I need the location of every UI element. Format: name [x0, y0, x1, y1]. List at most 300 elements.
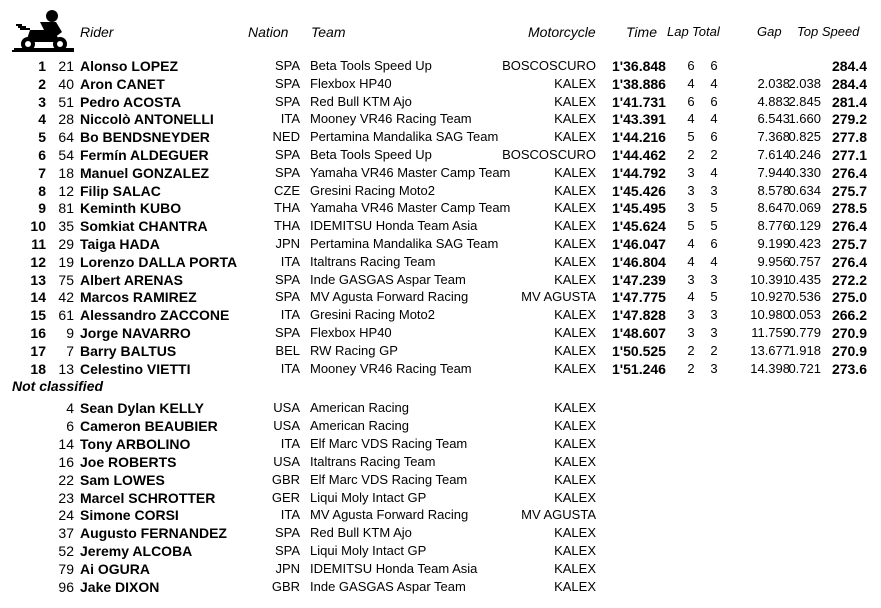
table-row — [0, 199, 881, 217]
best-time: 1'45.624 — [612, 218, 666, 235]
rider-name: Sam LOWES — [80, 471, 165, 488]
total-laps: 4 — [710, 111, 718, 127]
team-name: Gresini Racing Moto2 — [310, 182, 435, 198]
top-speed: 275.7 — [831, 182, 867, 199]
best-lap: 5 — [687, 218, 695, 234]
rider-number: 12 — [58, 182, 74, 199]
best-time: 1'36.848 — [612, 58, 666, 74]
rider-number: 61 — [58, 307, 74, 324]
team-name: MV Agusta Forward Racing — [310, 507, 469, 523]
gap-previous: 2.038 — [788, 75, 821, 91]
team-name: Red Bull KTM Ajo — [310, 93, 412, 109]
rider-number: 14 — [58, 435, 74, 452]
rider-number: 4 — [66, 400, 74, 416]
gap-previous: 0.536 — [788, 289, 821, 305]
rider-number: 51 — [58, 93, 74, 110]
position: 8 — [38, 182, 46, 199]
position: 11 — [31, 236, 46, 252]
nation: CZE — [274, 182, 300, 198]
nation: USA — [273, 453, 300, 469]
gap-previous: 0.721 — [788, 360, 821, 376]
table-row — [0, 253, 881, 271]
rider-number: 19 — [58, 253, 74, 270]
gap-first: 11.759 — [751, 325, 790, 340]
table-row — [0, 417, 881, 435]
rider-number: 9 — [66, 325, 74, 341]
team-name: Pertamina Mandalika SAG Team — [310, 236, 499, 251]
gap-first: 7.614 — [757, 147, 790, 162]
motorcycle: BOSCOSCURO — [502, 58, 596, 73]
nation: SPA — [274, 147, 300, 162]
team-name: Italtrans Racing Team — [310, 253, 436, 269]
gap-previous: 1.660 — [788, 111, 821, 127]
team-name: Mooney VR46 Racing Team — [310, 360, 472, 376]
best-lap: 4 — [687, 111, 695, 127]
motorcycle: KALEX — [554, 93, 596, 109]
nation: GBR — [271, 471, 300, 487]
position: 16 — [30, 325, 46, 341]
table-row — [0, 75, 881, 93]
table-row — [0, 506, 881, 524]
nation: ITA — [280, 307, 300, 323]
gap-first: 13.677 — [750, 342, 790, 358]
gap-first: 10.927 — [750, 289, 790, 305]
position: 5 — [38, 129, 46, 146]
position: 2 — [38, 75, 46, 92]
motorcycle: KALEX — [554, 271, 596, 287]
team-name: Gresini Racing Moto2 — [310, 307, 435, 323]
rider-name: Somkiat CHANTRA — [80, 218, 208, 235]
rider-number: 54 — [58, 147, 74, 163]
rider-name: Alonso LOPEZ — [80, 58, 178, 74]
nation: SPA — [274, 164, 300, 180]
header-nation: Nation — [248, 24, 289, 40]
team-name: Inde GASGAS Aspar Team — [310, 271, 466, 287]
table-row — [0, 164, 881, 182]
rider-name: Celestino VIETTI — [80, 360, 191, 377]
best-lap: 3 — [687, 182, 695, 198]
table-row — [0, 217, 881, 235]
top-speed: 284.4 — [831, 58, 867, 74]
gap-first: 8.647 — [757, 200, 790, 216]
gap-previous: 0.246 — [788, 147, 821, 162]
nation: SPA — [274, 75, 300, 91]
gap-previous: 0.634 — [788, 182, 821, 198]
best-time: 1'47.239 — [612, 271, 666, 288]
rider-number: 18 — [58, 164, 74, 181]
nation: SPA — [274, 525, 300, 541]
gap-previous: 0.757 — [788, 253, 821, 269]
best-time: 1'51.246 — [612, 360, 666, 377]
motorcycle: KALEX — [554, 579, 596, 594]
rider-number: 40 — [58, 75, 74, 92]
team-name: Yamaha VR46 Master Camp Team — [310, 164, 511, 180]
nation: THA — [274, 200, 300, 216]
motorcycle: KALEX — [554, 435, 596, 451]
rider-name: Niccolò ANTONELLI — [80, 111, 214, 128]
best-time: 1'43.391 — [612, 111, 666, 128]
best-time: 1'45.495 — [612, 200, 666, 217]
top-speed: 266.2 — [831, 307, 867, 324]
gap-first: 7.368 — [757, 129, 790, 145]
top-speed: 278.5 — [831, 200, 867, 217]
gap-first: 8.776 — [757, 218, 790, 234]
best-time: 1'45.426 — [612, 182, 666, 199]
team-name: Inde GASGAS Aspar Team — [310, 579, 466, 594]
position: 14 — [30, 289, 46, 306]
motorcycle: KALEX — [554, 182, 596, 198]
top-speed: 284.4 — [831, 75, 867, 92]
team-name: Yamaha VR46 Master Camp Team — [310, 200, 511, 216]
motorcycle: KALEX — [554, 164, 596, 180]
total-laps: 3 — [710, 271, 718, 287]
table-row — [0, 235, 881, 253]
table-row — [0, 435, 881, 453]
nation: SPA — [274, 271, 300, 287]
header-gap: Gap — [757, 24, 782, 39]
gap-previous: 0.825 — [788, 129, 821, 145]
header-team: Team — [311, 24, 346, 40]
gap-first: 8.578 — [757, 182, 790, 198]
nation: SPA — [274, 325, 300, 340]
motorcycle: KALEX — [554, 561, 596, 577]
rider-name: Jake DIXON — [80, 579, 160, 595]
rider-name: Lorenzo DALLA PORTA — [80, 253, 238, 270]
team-name: Beta Tools Speed Up — [310, 147, 432, 162]
rider-number: 42 — [58, 289, 74, 306]
nation: USA — [273, 400, 300, 415]
rider-name: Jorge NAVARRO — [80, 325, 191, 341]
position: 6 — [38, 147, 46, 163]
table-row — [0, 560, 881, 578]
best-lap: 6 — [687, 58, 695, 73]
team-name: Mooney VR46 Racing Team — [310, 111, 472, 127]
header-motorcycle: Motorcycle — [528, 24, 596, 40]
best-lap: 3 — [687, 271, 695, 287]
position: 10 — [30, 218, 46, 235]
top-speed: 275.7 — [831, 236, 867, 252]
position: 17 — [30, 342, 46, 359]
motorcycle: KALEX — [554, 236, 596, 251]
table-row — [0, 306, 881, 324]
best-lap: 5 — [687, 129, 695, 145]
motorcycle: KALEX — [554, 471, 596, 487]
gap-first: 7.944 — [757, 164, 790, 180]
table-row — [0, 342, 881, 360]
table-row — [0, 399, 881, 417]
top-speed: 272.2 — [831, 271, 867, 288]
not-classified-label: Not classified — [12, 378, 104, 394]
best-lap: 3 — [687, 200, 695, 216]
total-laps: 6 — [710, 58, 718, 73]
team-name: Elf Marc VDS Racing Team — [310, 435, 468, 451]
table-row — [0, 489, 881, 507]
gap-previous: 0.435 — [788, 271, 821, 287]
rider-name: Keminth KUBO — [80, 200, 182, 217]
motorcycle: KALEX — [554, 307, 596, 323]
gap-previous: 0.129 — [788, 218, 821, 234]
best-time: 1'48.607 — [612, 325, 666, 341]
total-laps: 2 — [710, 342, 718, 358]
rider-name: Jeremy ALCOBA — [80, 543, 193, 560]
gap-previous: 1.918 — [788, 342, 821, 358]
gap-first: 9.956 — [757, 253, 790, 269]
team-name: American Racing — [310, 417, 409, 433]
rider-number: 7 — [66, 342, 74, 359]
table-row — [0, 324, 881, 342]
rider-name: Fermín ALDEGUER — [80, 147, 209, 163]
table-row — [0, 578, 881, 596]
header-rider: Rider — [80, 24, 114, 40]
nation: ITA — [280, 111, 300, 127]
motorcycle: KALEX — [554, 400, 596, 415]
table-row — [0, 271, 881, 289]
best-lap: 2 — [687, 147, 695, 162]
gap-previous: 0.069 — [788, 200, 821, 216]
motorcycle: KALEX — [554, 360, 596, 376]
rider-number: 64 — [58, 129, 74, 146]
nation: BEL — [275, 342, 300, 358]
nation: USA — [273, 417, 300, 433]
motorcycle: KALEX — [554, 453, 596, 469]
team-name: RW Racing GP — [310, 342, 398, 358]
total-laps: 3 — [710, 325, 718, 340]
rider-number: 28 — [58, 111, 74, 128]
rider-number: 21 — [58, 58, 74, 74]
position: 1 — [38, 58, 46, 74]
rider-number: 81 — [58, 200, 74, 217]
rider-number: 13 — [58, 360, 74, 377]
table-row — [0, 128, 881, 146]
nation: SPA — [274, 289, 300, 305]
rider-number: 79 — [58, 561, 74, 578]
motorcycle: KALEX — [554, 342, 596, 358]
motorcycle: KALEX — [554, 325, 596, 340]
total-laps: 6 — [710, 129, 718, 145]
best-time: 1'46.047 — [612, 236, 666, 252]
table-row — [0, 182, 881, 200]
nation: ITA — [280, 435, 300, 451]
gap-previous: 0.779 — [788, 325, 821, 340]
rider-name: Aron CANET — [80, 75, 165, 92]
nation: GER — [271, 489, 300, 505]
nation: JPN — [275, 561, 300, 577]
motorcycle: KALEX — [554, 417, 596, 433]
best-lap: 4 — [687, 289, 695, 305]
best-time: 1'47.775 — [612, 289, 666, 306]
total-laps: 4 — [710, 75, 718, 91]
rider-number: 6 — [66, 417, 74, 434]
rider-name: Marcos RAMIREZ — [80, 289, 197, 306]
total-laps: 6 — [710, 93, 718, 109]
top-speed: 270.9 — [831, 325, 867, 341]
table-row — [0, 146, 881, 164]
gap-first: 6.543 — [757, 111, 790, 127]
table-row — [0, 57, 881, 75]
rider-number: 23 — [58, 489, 74, 506]
motorcycle: MV AGUSTA — [521, 507, 596, 523]
table-row — [0, 110, 881, 128]
best-lap: 4 — [687, 75, 695, 91]
top-speed: 276.4 — [831, 218, 867, 235]
gap-first: 9.199 — [757, 236, 790, 251]
total-laps: 5 — [710, 218, 718, 234]
motorcycle: KALEX — [554, 489, 596, 505]
nation: ITA — [280, 253, 300, 269]
rider-name: Joe ROBERTS — [80, 453, 177, 470]
total-laps: 5 — [710, 200, 718, 216]
team-name: Flexbox HP40 — [310, 75, 392, 91]
top-speed: 275.0 — [831, 289, 867, 306]
rider-name: Sean Dylan KELLY — [80, 400, 204, 416]
header-time: Time — [626, 24, 657, 40]
team-name: Red Bull KTM Ajo — [310, 525, 412, 541]
rider-number: 35 — [58, 218, 74, 235]
total-laps: 5 — [710, 289, 718, 305]
table-row — [0, 471, 881, 489]
motorcycle: KALEX — [554, 525, 596, 541]
nation: NED — [272, 129, 300, 145]
total-laps: 3 — [710, 307, 718, 323]
best-time: 1'44.462 — [612, 147, 666, 163]
motorcycle: MV AGUSTA — [521, 289, 596, 305]
best-lap: 3 — [687, 325, 695, 340]
rider-number: 37 — [58, 525, 74, 542]
gap-previous: 0.053 — [788, 307, 821, 323]
motorcycle: KALEX — [554, 218, 596, 234]
top-speed: 277.8 — [831, 129, 867, 146]
rider-number: 24 — [58, 507, 74, 524]
top-speed: 276.4 — [831, 164, 867, 181]
rider-name: Albert ARENAS — [80, 271, 183, 288]
team-name: MV Agusta Forward Racing — [310, 289, 469, 305]
nation: SPA — [274, 58, 300, 73]
rider-name: Filip SALAC — [80, 182, 161, 199]
top-speed: 270.9 — [831, 342, 867, 359]
position: 3 — [38, 93, 46, 110]
best-lap: 3 — [687, 307, 695, 323]
position: 15 — [30, 307, 46, 324]
table-row — [0, 542, 881, 560]
nation: ITA — [280, 507, 300, 523]
rider-name: Ai OGURA — [80, 561, 150, 578]
best-lap: 2 — [687, 342, 695, 358]
top-speed: 277.1 — [831, 147, 867, 163]
gap-first: 10.391 — [750, 271, 790, 287]
best-time: 1'44.216 — [612, 129, 666, 146]
position: 9 — [38, 200, 46, 217]
best-lap: 4 — [687, 236, 695, 251]
table-row — [0, 93, 881, 111]
best-lap: 3 — [687, 164, 695, 180]
rider-number: 22 — [58, 471, 74, 488]
team-name: IDEMITSU Honda Team Asia — [310, 218, 478, 234]
rider-number: 75 — [58, 271, 74, 288]
rider-name: Augusto FERNANDEZ — [80, 525, 227, 542]
gap-first: 10.980 — [750, 307, 790, 323]
motorcycle-rider-icon — [10, 8, 74, 52]
top-speed: 276.4 — [831, 253, 867, 270]
rider-number: 96 — [58, 579, 74, 595]
nation: THA — [274, 218, 300, 234]
nation: GBR — [271, 579, 300, 594]
rider-name: Marcel SCHROTTER — [80, 489, 216, 506]
team-name: American Racing — [310, 400, 409, 415]
position: 7 — [38, 164, 46, 181]
team-name: Italtrans Racing Team — [310, 453, 436, 469]
nation: SPA — [274, 543, 300, 559]
nation: ITA — [280, 360, 300, 376]
total-laps: 3 — [710, 360, 718, 376]
rider-name: Taiga HADA — [80, 236, 160, 252]
position: 12 — [30, 253, 46, 270]
team-name: IDEMITSU Honda Team Asia — [310, 561, 478, 577]
best-time: 1'38.886 — [612, 75, 666, 92]
table-row — [0, 524, 881, 542]
top-speed: 273.6 — [831, 360, 867, 377]
table-header — [0, 0, 881, 52]
rider-name: Alessandro ZACCONE — [80, 307, 230, 324]
best-lap: 4 — [687, 253, 695, 269]
best-time: 1'47.828 — [612, 307, 666, 324]
position: 4 — [38, 111, 46, 128]
team-name: Flexbox HP40 — [310, 325, 392, 340]
best-time: 1'46.804 — [612, 253, 666, 270]
total-laps: 6 — [710, 236, 718, 251]
table-row — [0, 360, 881, 378]
best-time: 1'44.792 — [612, 164, 666, 181]
best-lap: 2 — [687, 360, 695, 376]
team-name: Beta Tools Speed Up — [310, 58, 432, 73]
rider-name: Simone CORSI — [80, 507, 179, 524]
motorcycle: KALEX — [554, 75, 596, 91]
gap-previous: 0.330 — [788, 164, 821, 180]
gap-previous: 0.423 — [788, 236, 821, 251]
header-lap: Lap — [667, 24, 689, 39]
best-lap: 6 — [687, 93, 695, 109]
rider-name: Bo BENDSNEYDER — [80, 129, 210, 146]
motorcycle: KALEX — [554, 543, 596, 559]
total-laps: 4 — [710, 164, 718, 180]
best-time: 1'41.731 — [612, 93, 666, 110]
position: 13 — [30, 271, 46, 288]
gap-first: 14.398 — [750, 360, 790, 376]
total-laps: 4 — [710, 253, 718, 269]
table-row — [0, 453, 881, 471]
team-name: Liqui Moly Intact GP — [310, 543, 427, 559]
table-row — [0, 288, 881, 306]
rider-name: Manuel GONZALEZ — [80, 164, 210, 181]
rider-name: Tony ARBOLINO — [80, 435, 191, 452]
gap-first: 4.883 — [757, 93, 790, 109]
total-laps: 3 — [710, 182, 718, 198]
motorcycle: KALEX — [554, 200, 596, 216]
top-speed: 281.4 — [831, 93, 867, 110]
nation: JPN — [275, 236, 300, 251]
motorcycle: KALEX — [554, 111, 596, 127]
header-total: Total — [692, 24, 720, 39]
gap-previous: 2.845 — [788, 93, 821, 109]
nation: SPA — [274, 93, 300, 109]
rider-name: Cameron BEAUBIER — [80, 417, 218, 434]
rider-name: Barry BALTUS — [80, 342, 177, 359]
position: 18 — [30, 360, 46, 377]
top-speed: 279.2 — [831, 111, 867, 128]
rider-number: 52 — [58, 543, 74, 560]
rider-name: Pedro ACOSTA — [80, 93, 182, 110]
motorcycle: BOSCOSCURO — [502, 147, 596, 162]
team-name: Liqui Moly Intact GP — [310, 489, 427, 505]
